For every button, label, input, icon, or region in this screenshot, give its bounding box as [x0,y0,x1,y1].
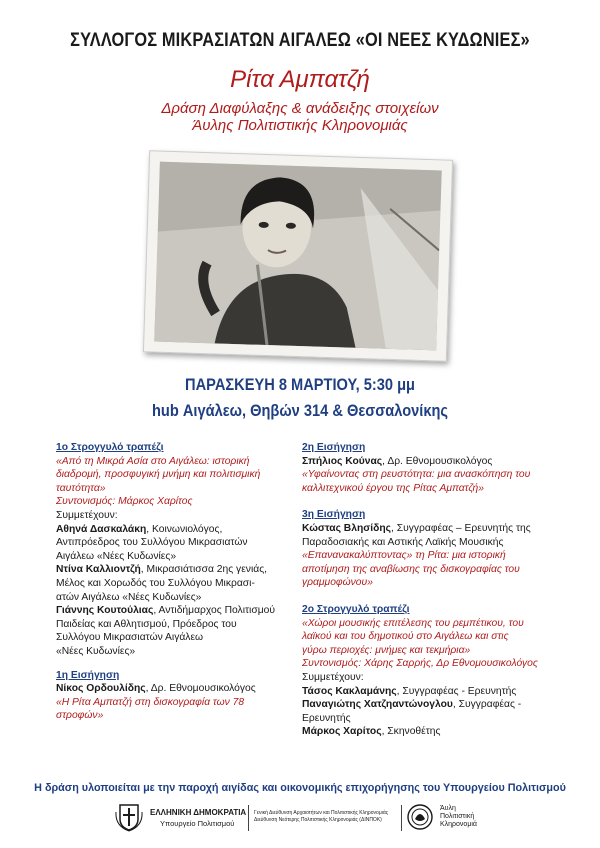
participants-label: Συμμετέχουν: [302,671,364,683]
divider [401,805,402,831]
ministry-name: Υπουργείο Πολιτισμού [160,819,235,828]
participant-1-role-line: Αντιπρόεδρος του Συλλόγου Μικρασιατών [56,537,248,549]
talk-2-heading: 2η Εισήγηση [302,442,366,453]
talk-3-title-line: «Επανανακαλύπτοντας» τη Ρίτα: μια ιστορική [302,550,506,562]
talk-3-role-line: Παραδοσιακής και Αστικής Λαϊκής Μουσικής [302,536,504,548]
participant-r1 [302,685,562,699]
speaker-role: , Δρ. Εθνομουσικολόγος [145,683,256,695]
round-table-1-title-line: διαδρομή, προσφυγική μνήμη και πολιτισμική [56,469,261,481]
participant-name: Ντίνα Καλλιοντζή [56,564,141,576]
participant-3-role-line: «Νέες Κυδωνίες» [56,645,136,657]
round-table-1-heading: 1ο Στρογγυλό τραπέζι [56,442,164,453]
portrait-illustration [154,162,442,351]
participant-1-role-line: Αιγάλεω «Νέες Κυδωνίες» [56,550,177,562]
round-table-2-title-line: «Χώροι μουσικής επιτέλεσης του ρεμπέτικου, του [302,617,524,629]
talk-1-title-line: στροφών» [56,710,104,722]
greek-emblem-icon [114,802,144,832]
subtitle-line-2: Άυλης Πολιτιστικής Κληρονομιάς [192,117,408,134]
talk-3-speaker [302,522,562,536]
participant-3-role-line: Παιδείας και Αθλητισμού, Πρόεδρος του [56,618,237,630]
participant-name: Γιάννης Κουτούλιας [56,605,154,617]
directorate-line: Γενική Διεύθυνση Αρχαιοτήτων και Πολιτιστικής Κληρονομιάς [254,810,389,816]
participant-2 [56,563,296,577]
round-table-2-coordinator: Συντονισμός: Χάρης Σαρρής, Δρ Εθνομουσικολόγος [302,658,538,670]
participant-role: , Κοινωνιολόγος, [146,523,223,535]
speaker-role: , Δρ. Εθνομουσικολόγος [382,455,493,467]
portrait-photo [154,162,442,351]
round-table-1-title-line: ταυτότητα» [56,482,106,494]
round-table-2-title-line: γύρω περιοχές: μνήμες και τεκμήρια» [302,644,471,656]
participant-2-role-line: Μέλος και Χορωδός του Συλλόγου Μικρασι- [56,577,255,589]
talk-3-title-line: αποτίμηση της αναβίωσης της δισκογραφίας του [302,563,520,575]
participant-3 [56,604,296,618]
participant-2-role-line: ατών Αιγάλεω «Νέες Κυδωνίες» [56,591,202,603]
participant-1 [56,523,296,537]
speaker-name: Κώστας Βλησίδης [302,522,392,534]
speaker-role: , Συγγραφέας – Ερευνητής της [391,522,531,534]
directorate-line: Διεύθυνση Νεότερης Πολιτιστικής Κληρονομιάς (ΔΙΝΠΟΚ) [254,817,382,823]
participant-role: , Αντιδήμαρχος Πολιτισμού [153,605,275,617]
vintage-photo [143,150,453,361]
talk-3-title-line: γραμμοφώνου» [302,577,373,589]
organization-title: ΣΥΛΛΟΓΟΣ ΜΙΚΡΑΣΙΑΤΩΝ ΑΙΓΑΛΕΩ «ΟΙ ΝΕΕΣ ΚΥΔΩΝΙΕΣ» [70,30,530,51]
heritage-label-line: Άυλη [440,805,456,812]
talk-2-speaker [302,455,562,469]
participant-3-role-line: Συλλόγου Μικρασιατών Αιγάλεω [56,632,204,644]
round-table-2-heading: 2ο Στρογγυλό τραπέζι [302,603,410,615]
sponsorship-note: Η δράση υλοποιείται με την παροχή αιγίδας και οικονομικής επιχορήγησης του Υπουργείου Πολιτισμού [34,782,566,794]
artist-name: Ρίτα Αμπατζή [230,66,370,93]
round-table-2-title-line: λαϊκού και του δημοτικού στο Αιγάλεω και στις [302,631,509,643]
government-name: ΕΛΛΗΝΙΚΗ ΔΗΜΟΚΡΑΤΙΑ [150,808,247,817]
talk-2-title-line: «Υφαίνοντας στη ρευστότητα: μια ανασκόπηση του [302,469,531,481]
talk-2-title-line: καλλιτεχνικού έργου της Ρίτας Αμπατζή» [302,482,484,494]
participants-label: Συμμετέχουν: [56,509,118,521]
program-right-column [302,441,562,739]
participant-name: Αθηνά Δασκαλάκη [56,523,147,535]
sponsor-logos [0,802,600,838]
speaker-name: Νίκος Ορδουλίδης [56,683,146,695]
round-table-1-coordinator: Συντονισμός: Μάρκος Χαρίτος [56,496,193,508]
heritage-label-line: Κληρονομιά [440,821,477,828]
participant-name: Μάρκος Χαρίτος [302,726,382,738]
event-date: ΠΑΡΑΣΚΕΥΗ 8 ΜΑΡΤΙΟΥ, 5:30 μμ [185,375,415,394]
talk-1-title-line: «Η Ρίτα Αμπατζή στη δισκογραφία των 78 [56,696,245,708]
round-table-1-title-line: «Από τη Μικρά Ασία στο Αιγάλεω: ιστορική [56,455,250,467]
participant-role: , Συγγραφέας - Ερευνητής [396,685,517,697]
program-left-column [56,441,296,723]
subtitle-line-1: Δράση Διαφύλαξης & ανάδειξης στοιχείων [161,100,439,117]
participant-r3 [302,725,562,739]
participant-name: Παναγιώτης Χατζηαντώνογλου [302,699,453,711]
participant-r2-role-line: Ερευνητής [302,712,351,724]
talk-3-heading: 3η Εισήγηση [302,509,366,521]
talk-1-heading: 1η Εισήγηση [56,669,120,681]
divider [248,805,249,831]
participant-name: Τάσος Κακλαμάνης [302,685,397,697]
intangible-heritage-icon [406,803,434,831]
participant-role: , Μικρασιάτισσα 2ης γενιάς, [140,564,268,576]
speaker-name: Σπήλιος Κούνας [302,455,383,467]
talk-1-speaker [56,682,296,696]
participant-role: , Σκηνοθέτης [381,726,441,738]
event-venue: hub Αιγάλεω, Θηβών 314 & Θεσσαλονίκης [151,401,449,420]
participant-role: , Συγγραφέας - [452,699,522,711]
heritage-label-line: Πολιτιστική [440,813,475,820]
participant-r2 [302,698,562,712]
